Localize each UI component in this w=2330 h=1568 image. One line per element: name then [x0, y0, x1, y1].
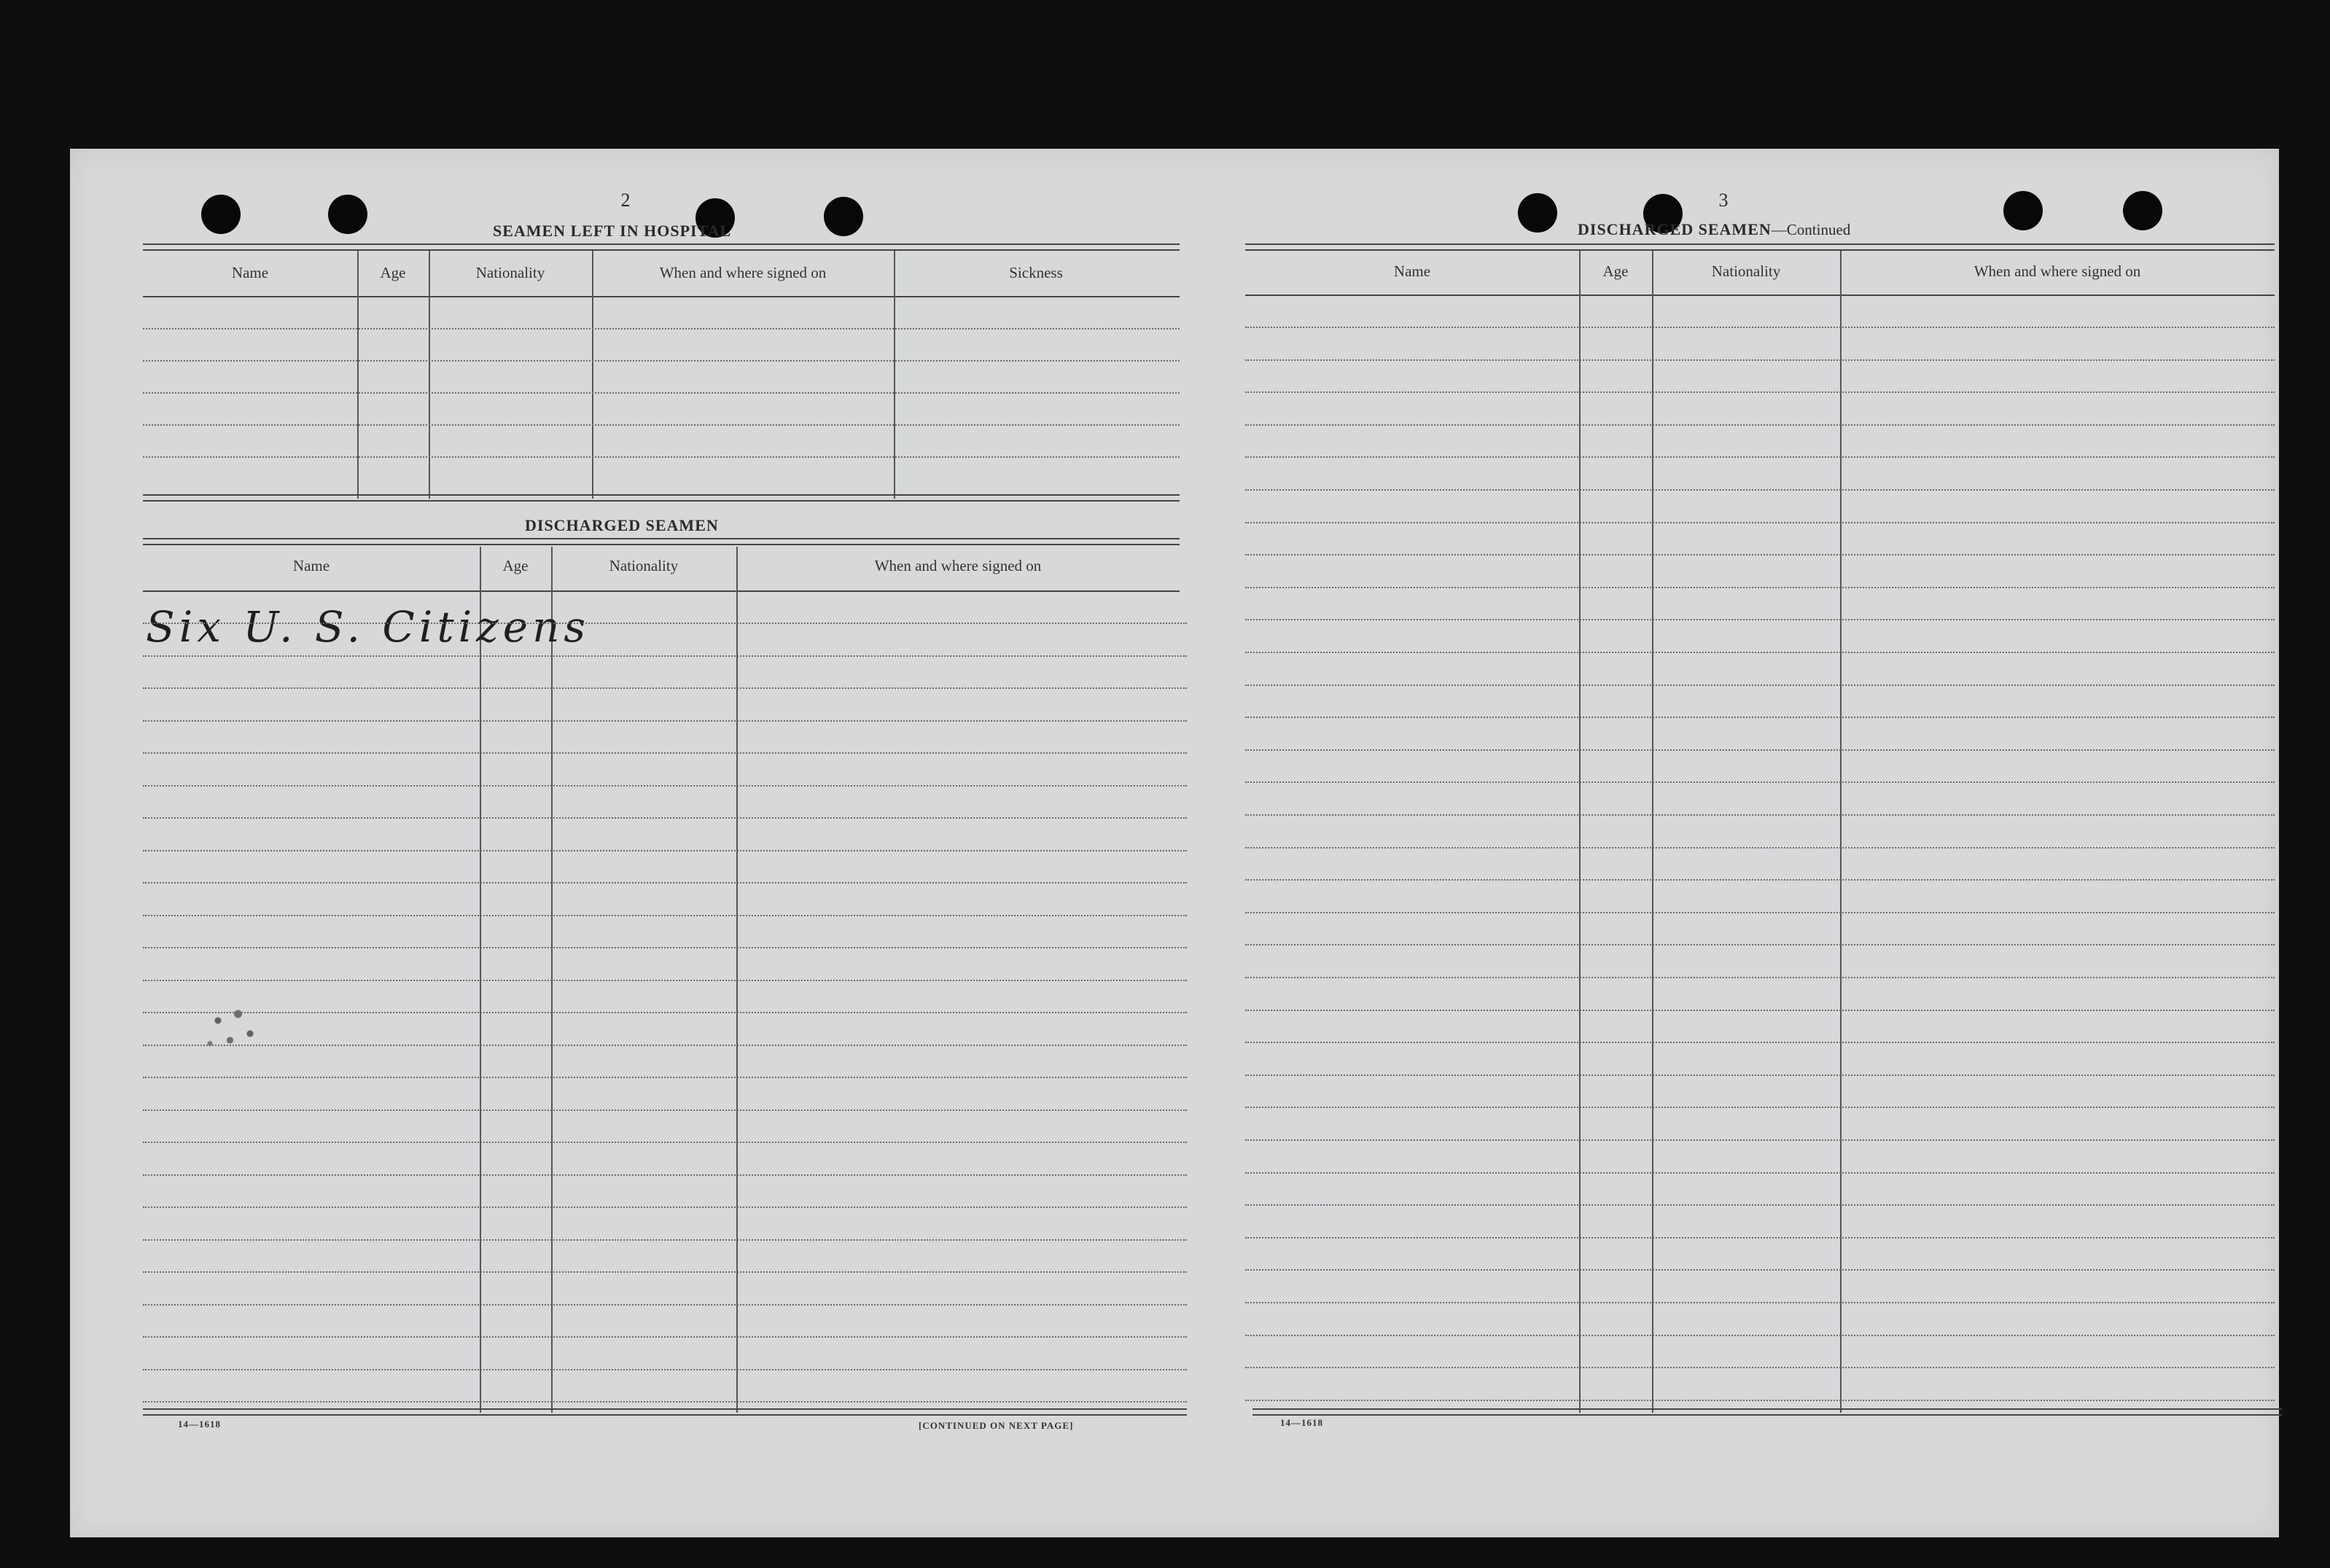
entry-line [1245, 814, 2275, 816]
entry-line [143, 1369, 1187, 1370]
entry-line [1245, 781, 2275, 783]
right-title-suffix: —Continued [1771, 221, 1851, 238]
continued-note: [CONTINUED ON NEXT PAGE] [919, 1420, 1074, 1431]
entry-line [1245, 619, 2275, 620]
punch-hole [2003, 191, 2043, 230]
entry-line [143, 1304, 1187, 1306]
entry-line [143, 752, 1187, 754]
table-top-rule [143, 243, 1180, 251]
entry-line [1245, 1010, 2275, 1011]
entry-line [1245, 717, 2275, 718]
entry-line [1245, 749, 2275, 751]
entry-line [1245, 489, 2275, 491]
entry-line [143, 1012, 1187, 1013]
entry-line [1245, 391, 2275, 393]
handwritten-entry: Six U. S. Citizens [146, 602, 591, 652]
entry-line [1245, 1367, 2275, 1368]
header-rule [143, 590, 1180, 592]
table-bottom-rule [1252, 1408, 2282, 1416]
header-rule [143, 296, 1180, 297]
column-divider [429, 251, 430, 499]
entry-line [1245, 1237, 2275, 1239]
entry-line [143, 1336, 1187, 1338]
entry-line [143, 1271, 1187, 1273]
entry-line [143, 947, 1187, 948]
page-number-right: 3 [1718, 190, 1729, 211]
entry-line [143, 817, 1187, 819]
document-sheet [70, 149, 2279, 1537]
punch-hole [328, 195, 367, 234]
entry-line [1245, 879, 2275, 881]
entry-line [1245, 587, 2275, 588]
section-bottom-rule [143, 494, 1180, 502]
entry-line [1245, 424, 2275, 426]
entry-line [143, 360, 1180, 362]
right-title-main: DISCHARGED SEAMEN [1578, 220, 1772, 238]
punch-hole [201, 195, 241, 234]
entry-line [143, 850, 1187, 851]
ink-stamp [194, 994, 274, 1060]
entry-line [1245, 1302, 2275, 1303]
punch-hole [1518, 193, 1557, 233]
col-header-name: Name [231, 264, 269, 281]
column-divider [357, 251, 359, 499]
entry-line [143, 1206, 1187, 1208]
entry-line [1245, 1042, 2275, 1043]
column-divider [894, 251, 895, 499]
form-number-right: 14—1618 [1280, 1417, 1323, 1428]
entry-line [1245, 456, 2275, 458]
col-header-age: Age [380, 264, 406, 281]
entry-line [143, 424, 1180, 426]
entry-line [1245, 359, 2275, 361]
table-top-rule [1245, 243, 2275, 251]
entry-line [1245, 1139, 2275, 1141]
header-rule [1245, 295, 2275, 296]
entry-line [143, 1109, 1187, 1111]
entry-line [1245, 1204, 2275, 1206]
column-divider [592, 251, 593, 499]
entry-line [1245, 1172, 2275, 1174]
entry-line [143, 980, 1187, 981]
entry-line [143, 1174, 1187, 1176]
col-header-nationality: Nationality [1711, 262, 1781, 280]
entry-line [1245, 944, 2275, 945]
entry-line [143, 915, 1187, 916]
entry-line [143, 328, 1180, 329]
entry-line [1245, 912, 2275, 913]
entry-line [1245, 327, 2275, 328]
entry-line [143, 623, 1187, 624]
entry-line [143, 1142, 1187, 1143]
col-header-name: Name [1393, 262, 1431, 280]
entry-line [1245, 1074, 2275, 1076]
entry-line [143, 882, 1187, 884]
form-number-left: 14—1618 [178, 1419, 221, 1429]
table-bottom-rule [143, 1408, 1187, 1416]
entry-line [143, 1045, 1187, 1046]
col-header-name: Name [292, 557, 330, 574]
punch-hole [2123, 191, 2162, 230]
entry-line [1245, 977, 2275, 978]
entry-line [143, 1401, 1187, 1403]
entry-line [1245, 684, 2275, 686]
entry-line [143, 687, 1187, 689]
table-top-rule [143, 538, 1180, 545]
entry-line [143, 1077, 1187, 1078]
entry-line [143, 1239, 1187, 1241]
col-header-signed-on: When and where signed on [874, 557, 1042, 574]
entry-line [1245, 1107, 2275, 1108]
entry-line [1245, 1400, 2275, 1401]
col-header-signed-on: When and where signed on [1974, 262, 2141, 280]
col-header-signed-on: When and where signed on [659, 264, 827, 281]
entry-line [1245, 522, 2275, 523]
col-header-age: Age [1602, 262, 1629, 280]
entry-line [1245, 652, 2275, 653]
entry-line [1245, 1335, 2275, 1336]
entry-line [143, 456, 1180, 458]
col-header-age: Age [502, 557, 529, 574]
punch-hole [824, 197, 863, 236]
entry-line [143, 720, 1187, 722]
entry-line [1245, 1269, 2275, 1271]
entry-line [1245, 554, 2275, 555]
discharged-section-title: DISCHARGED SEAMEN [525, 516, 719, 534]
page-number-left: 2 [620, 190, 631, 211]
entry-line [143, 392, 1180, 394]
col-header-nationality: Nationality [609, 557, 679, 574]
col-header-nationality: Nationality [475, 264, 545, 281]
col-header-sickness: Sickness [1009, 264, 1063, 281]
entry-line [1245, 847, 2275, 849]
entry-line [143, 655, 1187, 657]
right-section-title [1578, 220, 1850, 239]
entry-line [143, 785, 1187, 787]
hospital-section-title: SEAMEN LEFT IN HOSPITAL [493, 222, 732, 240]
